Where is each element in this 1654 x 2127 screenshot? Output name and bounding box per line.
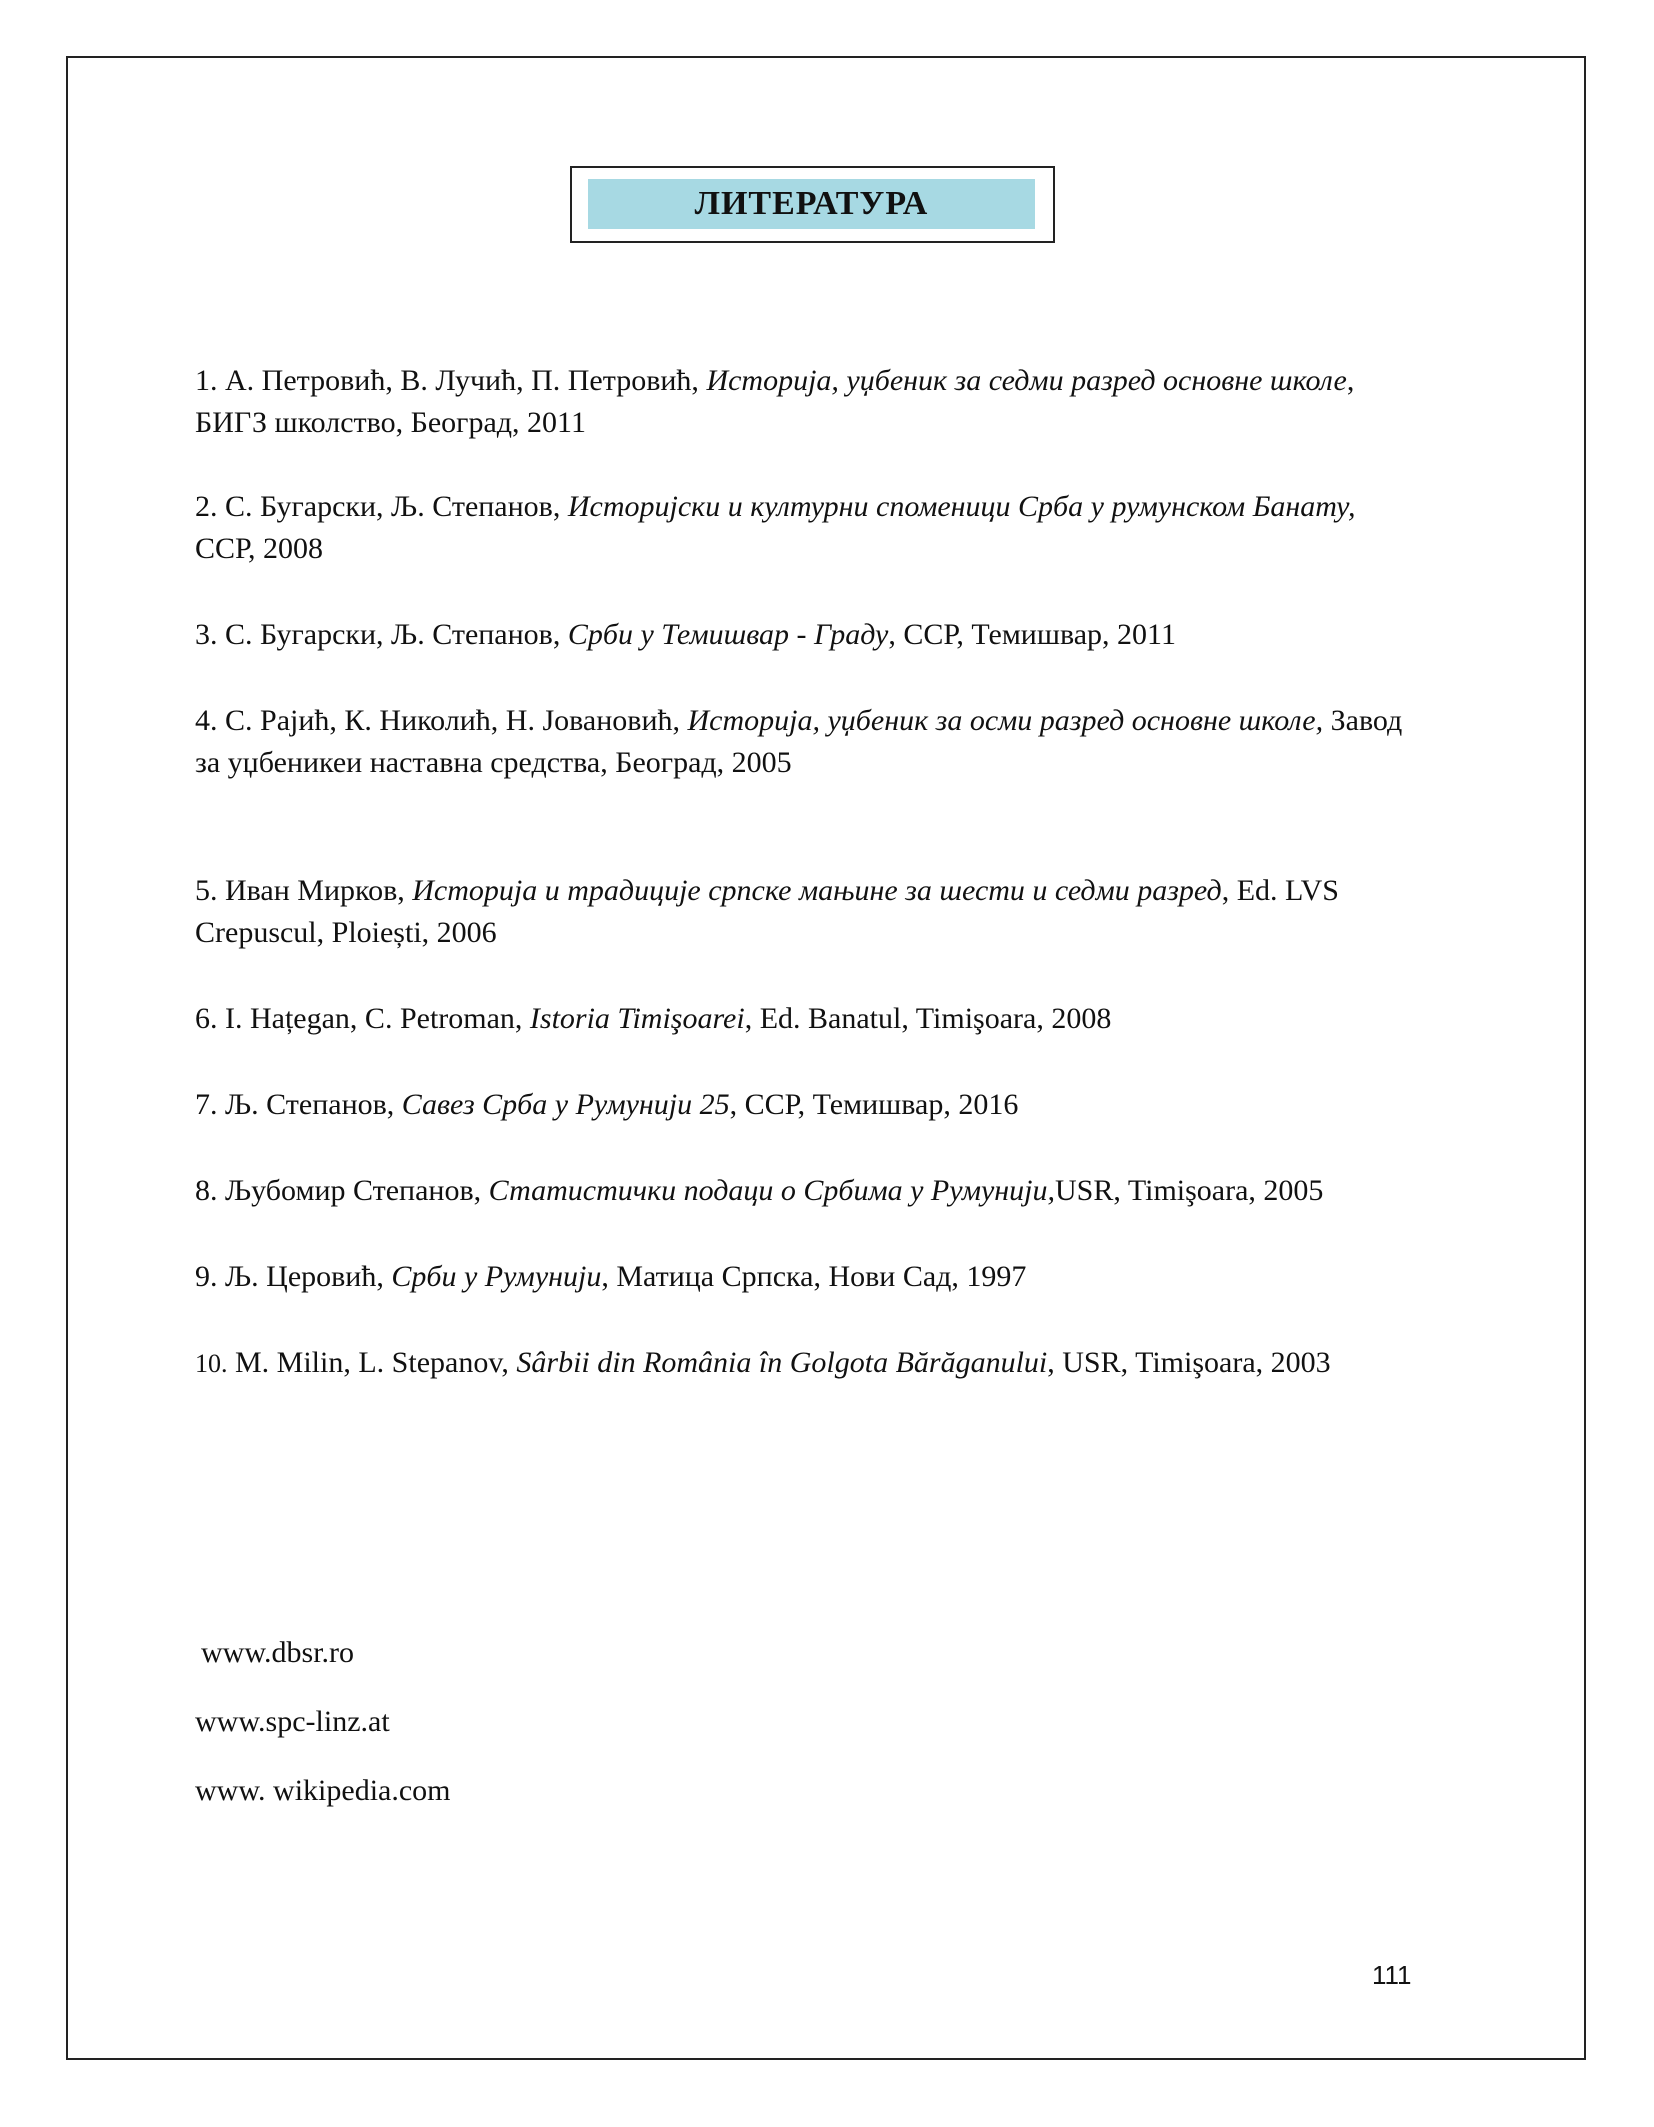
reference-number: 10. bbox=[195, 1349, 228, 1378]
reference-title: Sârbii din România în Golgota Bărăganului bbox=[516, 1346, 1048, 1379]
reference-publisher: , Матица Српска, Нови Сад, 1997 bbox=[601, 1260, 1027, 1293]
reference-publisher: Завод за уџбеникеи наставна средства, Београд, 2005 bbox=[195, 704, 1403, 779]
reference-publisher: , ССР, Темишвар, 2011 bbox=[888, 618, 1176, 651]
reference-authors: С. Бугарски, Љ. Степанов, bbox=[217, 490, 568, 523]
reference-title: Историја и традиције српске мањине за шести и седми разред bbox=[412, 874, 1222, 907]
reference-number: 2. bbox=[195, 490, 218, 523]
reference-title: Статистички подаци о Србима у Румунији, bbox=[488, 1174, 1056, 1207]
reference-item bbox=[195, 1084, 1405, 1126]
reference-title: Срби у Темишвар - Граду bbox=[567, 618, 889, 651]
reference-item bbox=[195, 870, 1405, 954]
reference-number: 9. bbox=[195, 1260, 218, 1293]
reference-authors: С. Бугарски, Љ. Степанов, bbox=[217, 618, 568, 651]
reference-authors: Љ. Степанов, bbox=[217, 1088, 402, 1121]
reference-item bbox=[195, 486, 1405, 570]
reference-authors: I. Hațegan, C. Petroman, bbox=[217, 1002, 530, 1035]
reference-number: 8. bbox=[195, 1174, 218, 1207]
reference-publisher: USR, Timişoara, 2005 bbox=[1055, 1174, 1324, 1207]
page-number: 111 bbox=[1372, 1960, 1412, 1990]
reference-authors: Љ. Церовић, bbox=[217, 1260, 392, 1293]
web-sources bbox=[195, 1632, 895, 1839]
reference-number: 5. bbox=[195, 874, 218, 907]
reference-item bbox=[195, 700, 1405, 784]
reference-publisher: , ССР, Темишвар, 2016 bbox=[729, 1088, 1019, 1121]
reference-title: Историја, уџбеник за седми разред основне школе bbox=[706, 364, 1347, 397]
page-heading: ЛИТЕРАТУРА bbox=[694, 185, 929, 222]
reference-item bbox=[195, 1170, 1405, 1212]
reference-item bbox=[195, 360, 1405, 444]
reference-number: 4. bbox=[195, 704, 218, 737]
web-link-wikipedia[interactable]: www. wikipedia.com bbox=[195, 1774, 451, 1807]
reference-title: Историјски и културни споменици Срба у румунском Банату, bbox=[567, 490, 1356, 523]
reference-item bbox=[195, 1256, 1405, 1298]
reference-authors: Љубомир Степанов, bbox=[217, 1174, 489, 1207]
reference-publisher: , БИГЗ школство, Београд, 2011 bbox=[195, 364, 1355, 439]
reference-publisher: , USR, Timişoara, 2003 bbox=[1047, 1346, 1331, 1379]
reference-title: Савез Срба у Румунији 25 bbox=[401, 1088, 730, 1121]
reference-publisher: , Ed. Banatul, Timişoara, 2008 bbox=[744, 1002, 1112, 1035]
reference-authors: M. Milin, L. Stepanov, bbox=[227, 1346, 517, 1379]
reference-number: 1. bbox=[195, 364, 218, 397]
reference-title: Срби у Румунији bbox=[391, 1260, 602, 1293]
heading-background bbox=[588, 179, 1035, 229]
reference-authors: Иван Мирков, bbox=[217, 874, 413, 907]
reference-authors: А. Петровић, В. Лучић, П. Петровић, bbox=[217, 364, 707, 397]
reference-publisher: ССР, 2008 bbox=[195, 532, 323, 565]
reference-number: 3. bbox=[195, 618, 218, 651]
reference-list bbox=[195, 360, 1405, 1385]
web-link-spc-linz[interactable]: www.spc-linz.at bbox=[195, 1705, 390, 1738]
reference-item bbox=[195, 1342, 1405, 1385]
reference-publisher: , Ed. LVS Crepuscul, Ploiești, 2006 bbox=[195, 874, 1339, 949]
reference-authors: С. Рајић, К. Николић, Н. Јовановић, bbox=[217, 704, 688, 737]
web-link-dbsr[interactable]: www.dbsr.ro bbox=[201, 1636, 355, 1669]
heading-box bbox=[570, 166, 1055, 243]
reference-item bbox=[195, 614, 1405, 656]
reference-title: Istoria Timişoarei bbox=[529, 1002, 745, 1035]
reference-number: 6. bbox=[195, 1002, 218, 1035]
reference-item bbox=[195, 998, 1405, 1040]
reference-number: 7. bbox=[195, 1088, 218, 1121]
reference-title: Историја, уџбеник за осми разред основне школе, bbox=[687, 704, 1324, 737]
